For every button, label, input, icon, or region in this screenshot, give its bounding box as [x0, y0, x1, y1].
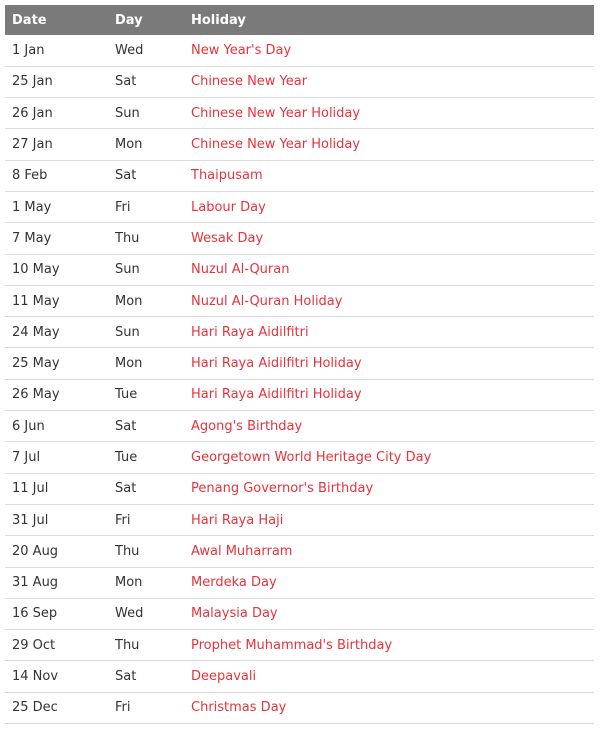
- date-cell: 25 May: [12, 356, 60, 372]
- holiday-cell: Hari Raya Aidilfitri: [191, 324, 309, 340]
- table-row: [5, 254, 594, 285]
- holiday-cell: Prophet Muhammad's Birthday: [191, 637, 393, 653]
- holiday-cell: Hari Raya Aidilfitri Holiday: [191, 356, 362, 372]
- table-row: [5, 692, 594, 723]
- table-row: [5, 598, 594, 629]
- holiday-cell: Labour Day: [191, 199, 266, 215]
- date-cell: 11 May: [12, 293, 60, 309]
- table-row: [5, 661, 594, 692]
- day-cell: Mon: [115, 293, 143, 309]
- table-row: [5, 35, 594, 66]
- holiday-cell: Hari Raya Aidilfitri Holiday: [191, 387, 362, 403]
- table-row: [5, 98, 594, 129]
- table-body: [5, 35, 594, 724]
- table-row: [5, 191, 594, 222]
- date-cell: 25 Dec: [12, 700, 58, 716]
- day-cell: Mon: [115, 137, 143, 153]
- table-row: [5, 536, 594, 567]
- date-cell: 26 Jan: [12, 105, 53, 121]
- day-cell: Sat: [115, 669, 137, 685]
- day-cell: Sat: [115, 168, 137, 184]
- date-cell: 26 May: [12, 387, 60, 403]
- table-row: [5, 630, 594, 661]
- day-cell: Fri: [115, 199, 131, 215]
- table-row: [5, 223, 594, 254]
- day-cell: Wed: [115, 606, 144, 622]
- holiday-cell: Nuzul Al-Quran Holiday: [191, 293, 343, 309]
- table-row: [5, 348, 594, 379]
- holiday-cell: Georgetown World Heritage City Day: [191, 450, 432, 465]
- day-cell: Sat: [115, 481, 137, 497]
- date-cell: 1 Jan: [12, 42, 45, 58]
- day-cell: Tue: [115, 450, 138, 465]
- day-cell: Thu: [115, 230, 140, 246]
- day-cell: Thu: [115, 543, 140, 559]
- holiday-cell: Penang Governor's Birthday: [191, 481, 374, 497]
- table-row: [5, 504, 594, 535]
- holiday-cell: Awal Muharram: [191, 543, 293, 559]
- day-cell: Wed: [115, 42, 144, 58]
- table-row: [5, 160, 594, 191]
- date-cell: 1 May: [12, 199, 52, 215]
- date-cell: 10 May: [12, 262, 60, 278]
- day-cell: Mon: [115, 575, 143, 591]
- holiday-cell: Chinese New Year Holiday: [191, 137, 361, 153]
- holiday-cell: Christmas Day: [191, 700, 287, 716]
- holiday-cell: Wesak Day: [191, 230, 264, 246]
- date-cell: 7 May: [12, 230, 52, 246]
- date-cell: 25 Jan: [12, 74, 53, 90]
- table-row: [5, 66, 594, 97]
- table-row: [5, 442, 594, 473]
- holiday-cell: Deepavali: [191, 669, 257, 685]
- day-cell: Sun: [115, 324, 140, 340]
- day-cell: Thu: [115, 637, 140, 653]
- date-cell: 16 Sep: [12, 606, 58, 622]
- holiday-table: [5, 5, 594, 724]
- date-cell: 8 Feb: [12, 168, 48, 184]
- holiday-cell: Malaysia Day: [191, 606, 278, 622]
- table-row: [5, 285, 594, 316]
- date-cell: 29 Oct: [12, 637, 56, 653]
- day-column-header: Day: [115, 12, 143, 28]
- table-row: [5, 379, 594, 410]
- day-cell: Sat: [115, 418, 137, 434]
- holiday-cell: Thaipusam: [191, 168, 263, 184]
- table-row: [5, 473, 594, 504]
- day-cell: Fri: [115, 700, 131, 716]
- date-cell: 27 Jan: [12, 137, 53, 153]
- date-cell: 14 Nov: [12, 669, 59, 685]
- day-cell: Sun: [115, 262, 140, 278]
- table-row: [5, 317, 594, 348]
- table-row: [5, 129, 594, 160]
- holiday-cell: Merdeka Day: [191, 575, 277, 591]
- holiday-cell: Chinese New Year: [191, 74, 308, 90]
- day-cell: Sun: [115, 105, 140, 121]
- holiday-column-header: Holiday: [191, 12, 246, 28]
- holiday-cell: Agong's Birthday: [191, 418, 303, 434]
- date-cell: 31 Jul: [12, 512, 49, 528]
- holiday-table-container: [5, 5, 594, 724]
- date-column-header: Date: [12, 12, 47, 28]
- table-header: [5, 5, 594, 35]
- date-cell: 24 May: [12, 324, 60, 340]
- table-row: [5, 567, 594, 598]
- holiday-cell: New Year's Day: [191, 42, 292, 58]
- date-cell: 20 Aug: [12, 543, 59, 559]
- day-cell: Tue: [115, 387, 138, 403]
- date-cell: 31 Aug: [12, 575, 59, 591]
- table-row: [5, 411, 594, 442]
- header-row: [5, 5, 594, 35]
- date-cell: 11 Jul: [12, 481, 49, 497]
- holiday-cell: Nuzul Al-Quran: [191, 262, 290, 278]
- date-cell: 6 Jun: [12, 418, 45, 434]
- date-cell: 7 Jul: [12, 450, 41, 465]
- day-cell: Fri: [115, 512, 131, 528]
- day-cell: Sat: [115, 74, 137, 90]
- holiday-cell: Hari Raya Haji: [191, 512, 284, 528]
- day-cell: Mon: [115, 356, 143, 372]
- holiday-cell: Chinese New Year Holiday: [191, 105, 361, 121]
